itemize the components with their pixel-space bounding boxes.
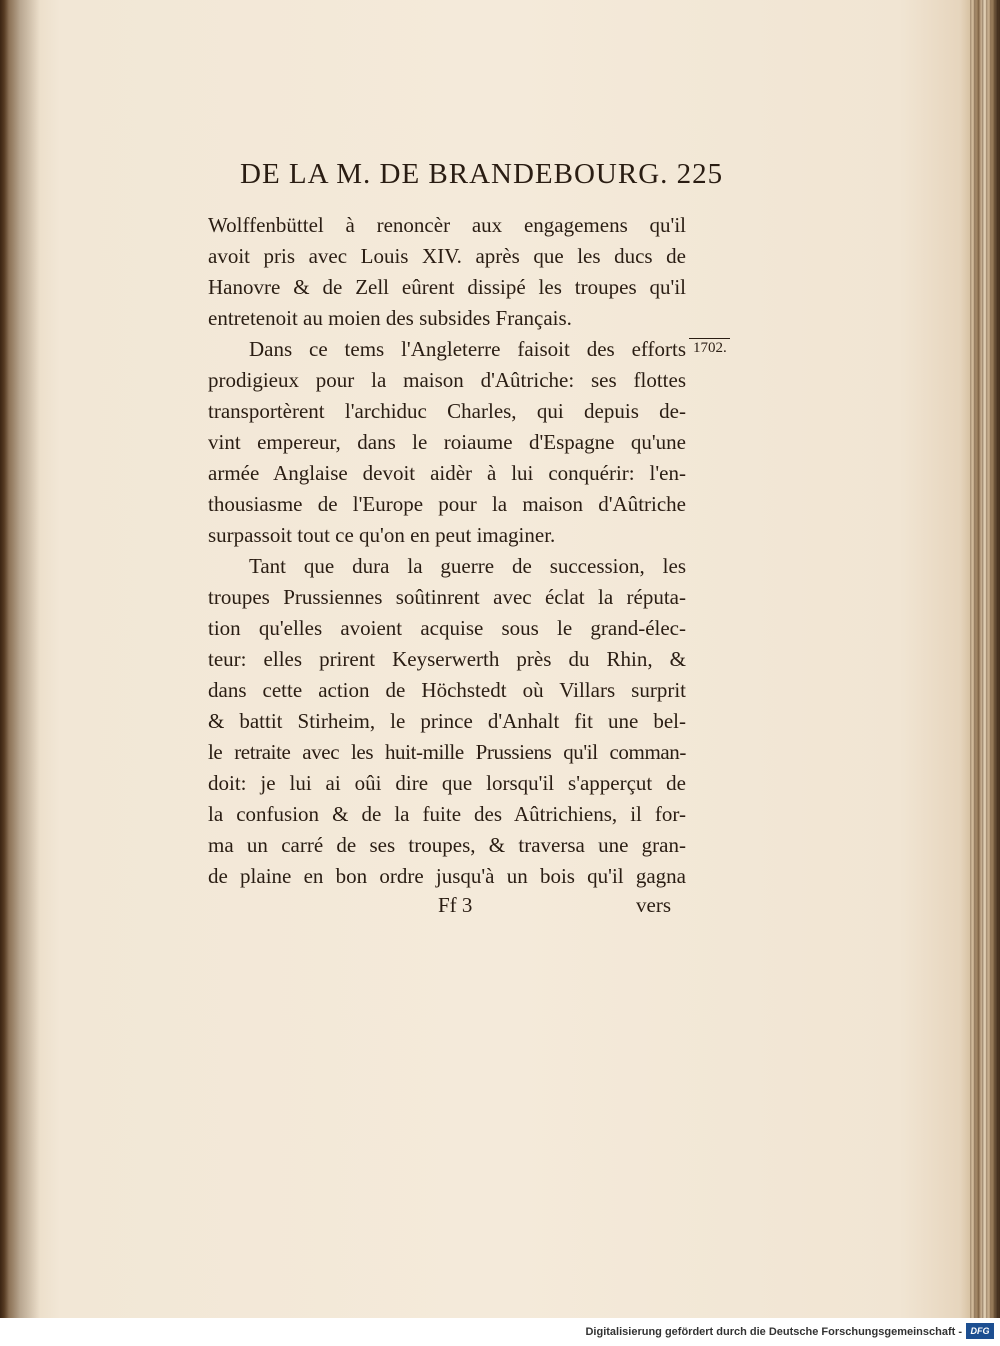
text-line: Wolffenbüttel à renoncèr aux engagemens qu'il	[208, 213, 686, 237]
text-line: thousiasme de l'Europe pour la maison d'Aûtriche	[208, 492, 686, 516]
footer-bar	[0, 1318, 1000, 1346]
text-line: teur: elles prirent Keyserwerth près du Rhin, &	[208, 647, 686, 671]
text-line: Dans ce tems l'Angleterre faisoit des efforts	[249, 337, 686, 361]
margin-note-year: 1702.	[689, 338, 730, 357]
text-line: de plaine en bon ordre jusqu'à un bois qu'il gagna	[208, 864, 686, 888]
text-line: dans cette action de Höchstedt où Villars surprit	[208, 678, 686, 702]
text-line: la confusion & de la fuite des Aûtrichiens, il for-	[208, 802, 686, 826]
catchword: vers	[636, 893, 671, 917]
text-line: troupes Prussiennes soûtinrent avec éclat la réputa-	[208, 585, 686, 609]
text-line: armée Anglaise devoit aidèr à lui conquérir: l'en-	[208, 461, 686, 485]
text-line: avoit pris avec Louis XIV. après que les ducs de	[208, 244, 686, 268]
text-line: entretenoit au moien des subsides Français.	[208, 306, 572, 330]
text-line: surpassoit tout ce qu'on en peut imaginer.	[208, 523, 556, 547]
text-line: & battit Stirheim, le prince d'Anhalt fit une bel-	[208, 709, 686, 733]
dfg-logo-icon: DFG	[966, 1323, 994, 1339]
text-line: le retraite avec les huit-mille Prussiens qu'il comman-	[208, 740, 686, 764]
funding-credit: Digitalisierung gefördert durch die Deutsche Forschungsgemeinschaft -	[585, 1326, 962, 1338]
text-line: vint empereur, dans le roiaume d'Espagne qu'une	[208, 430, 686, 454]
running-head: DE LA M. DE BRANDEBOURG. 225	[240, 158, 724, 190]
spine-shadow	[0, 0, 40, 1318]
text-line: prodigieux pour la maison d'Aûtriche: ses flottes	[208, 368, 686, 392]
text-line: tion qu'elles avoient acquise sous le grand-élec-	[208, 616, 686, 640]
text-line: Hanovre & de Zell eûrent dissipé les troupes qu'il	[208, 275, 686, 299]
text-line: Tant que dura la guerre de succession, les	[249, 554, 686, 578]
page-edge	[970, 0, 1000, 1318]
text-line: ma un carré de ses troupes, & traversa une gran-	[208, 833, 686, 857]
text-line: doit: je lui ai oûi dire que lorsqu'il s'apperçut de	[208, 771, 686, 795]
text-line: transportèrent l'archiduc Charles, qui depuis de-	[208, 399, 686, 423]
signature-mark: Ff 3	[438, 893, 473, 917]
